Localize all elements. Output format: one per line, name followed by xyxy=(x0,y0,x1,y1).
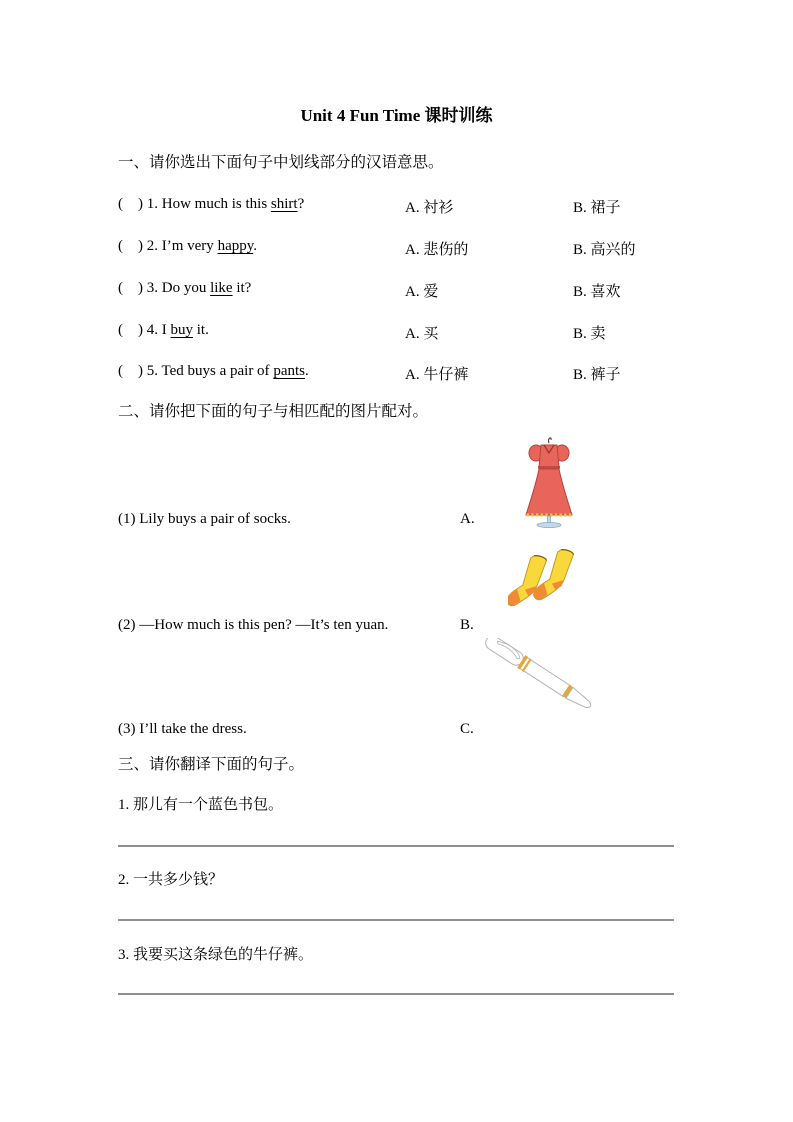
question-row-1 xyxy=(118,196,688,218)
match-sentence: (1) Lily buys a pair of socks. xyxy=(118,511,291,527)
question-suffix: . xyxy=(253,238,257,254)
question-suffix: it. xyxy=(193,322,209,338)
section3-header: 三、请你翻译下面的句子。 xyxy=(118,756,305,773)
question-text xyxy=(118,280,251,297)
pen-barrel xyxy=(519,657,571,697)
section1-header: 一、请你选出下面句子中划线部分的汉语意思。 xyxy=(118,154,444,171)
match-row-3 xyxy=(118,721,688,743)
underlined-word: happy xyxy=(217,238,254,254)
match-picture-label: B. xyxy=(460,617,474,633)
question-text xyxy=(118,363,309,380)
question-row-3 xyxy=(118,280,688,302)
pen-image xyxy=(480,638,625,734)
underlined-word: shirt xyxy=(270,196,298,212)
translate-item-1: 1. 那儿有一个蓝色书包。 xyxy=(118,797,284,813)
socks-image xyxy=(508,546,578,618)
match-row-2 xyxy=(118,617,688,639)
match-sentence: (3) I’ll take the dress. xyxy=(118,721,247,737)
question-row-5 xyxy=(118,363,688,385)
dress-belt xyxy=(538,466,560,469)
dress-skirt xyxy=(526,469,572,515)
match-picture-label: C. xyxy=(460,721,474,737)
option-a: A. 买 xyxy=(405,326,439,342)
option-b: B. 卖 xyxy=(573,326,606,342)
option-a: A. 悲伤的 xyxy=(405,242,469,258)
pen-nib xyxy=(566,687,594,712)
question-text xyxy=(118,238,257,255)
question-row-2 xyxy=(118,238,688,260)
answer-blank-line-2 xyxy=(118,919,674,921)
page-title: Unit 4 Fun Time 课时训练 xyxy=(300,106,493,125)
match-row-1 xyxy=(118,511,688,533)
pen-cap xyxy=(483,638,526,668)
underlined-word: buy xyxy=(170,322,193,338)
option-b: B. 裙子 xyxy=(573,200,621,216)
option-a: A. 牛仔裤 xyxy=(405,367,469,383)
question-row-4 xyxy=(118,322,688,344)
dress-bodice xyxy=(539,445,559,467)
option-a: A. 爱 xyxy=(405,284,439,300)
section2-header: 二、请你把下面的句子与相匹配的图片配对。 xyxy=(118,403,429,420)
answer-blank-line-1 xyxy=(118,845,674,847)
option-b: B. 裤子 xyxy=(573,367,621,383)
question-suffix: ? xyxy=(297,196,305,212)
translate-item-3: 3. 我要买这条绿色的牛仔裤。 xyxy=(118,947,314,963)
question-suffix: it? xyxy=(232,280,252,296)
question-prefix: ( ) 5. Ted buys a pair of xyxy=(118,363,274,379)
question-prefix: ( ) 2. I’m very xyxy=(118,238,218,254)
underlined-word: pants xyxy=(273,363,305,379)
option-b: B. 喜欢 xyxy=(573,284,621,300)
translate-item-2: 2. 一共多少钱？ xyxy=(118,872,224,888)
question-prefix: ( ) 1. How much is this xyxy=(118,196,271,212)
question-prefix: ( ) 3. Do you xyxy=(118,280,211,296)
match-picture-label: A. xyxy=(460,511,475,527)
option-b: B. 高兴的 xyxy=(573,242,636,258)
question-text xyxy=(118,196,304,213)
question-text xyxy=(118,322,209,339)
question-prefix: ( ) 4. I xyxy=(118,322,171,338)
underlined-word: like xyxy=(210,280,233,296)
hanger-hook-icon xyxy=(549,438,552,443)
answer-blank-line-3 xyxy=(118,993,674,995)
question-suffix: . xyxy=(304,363,309,379)
option-a: A. 衬衫 xyxy=(405,200,454,216)
match-sentence: (2) —How much is this pen? —It’s ten yuan. xyxy=(118,617,389,633)
sock-left xyxy=(508,551,547,611)
